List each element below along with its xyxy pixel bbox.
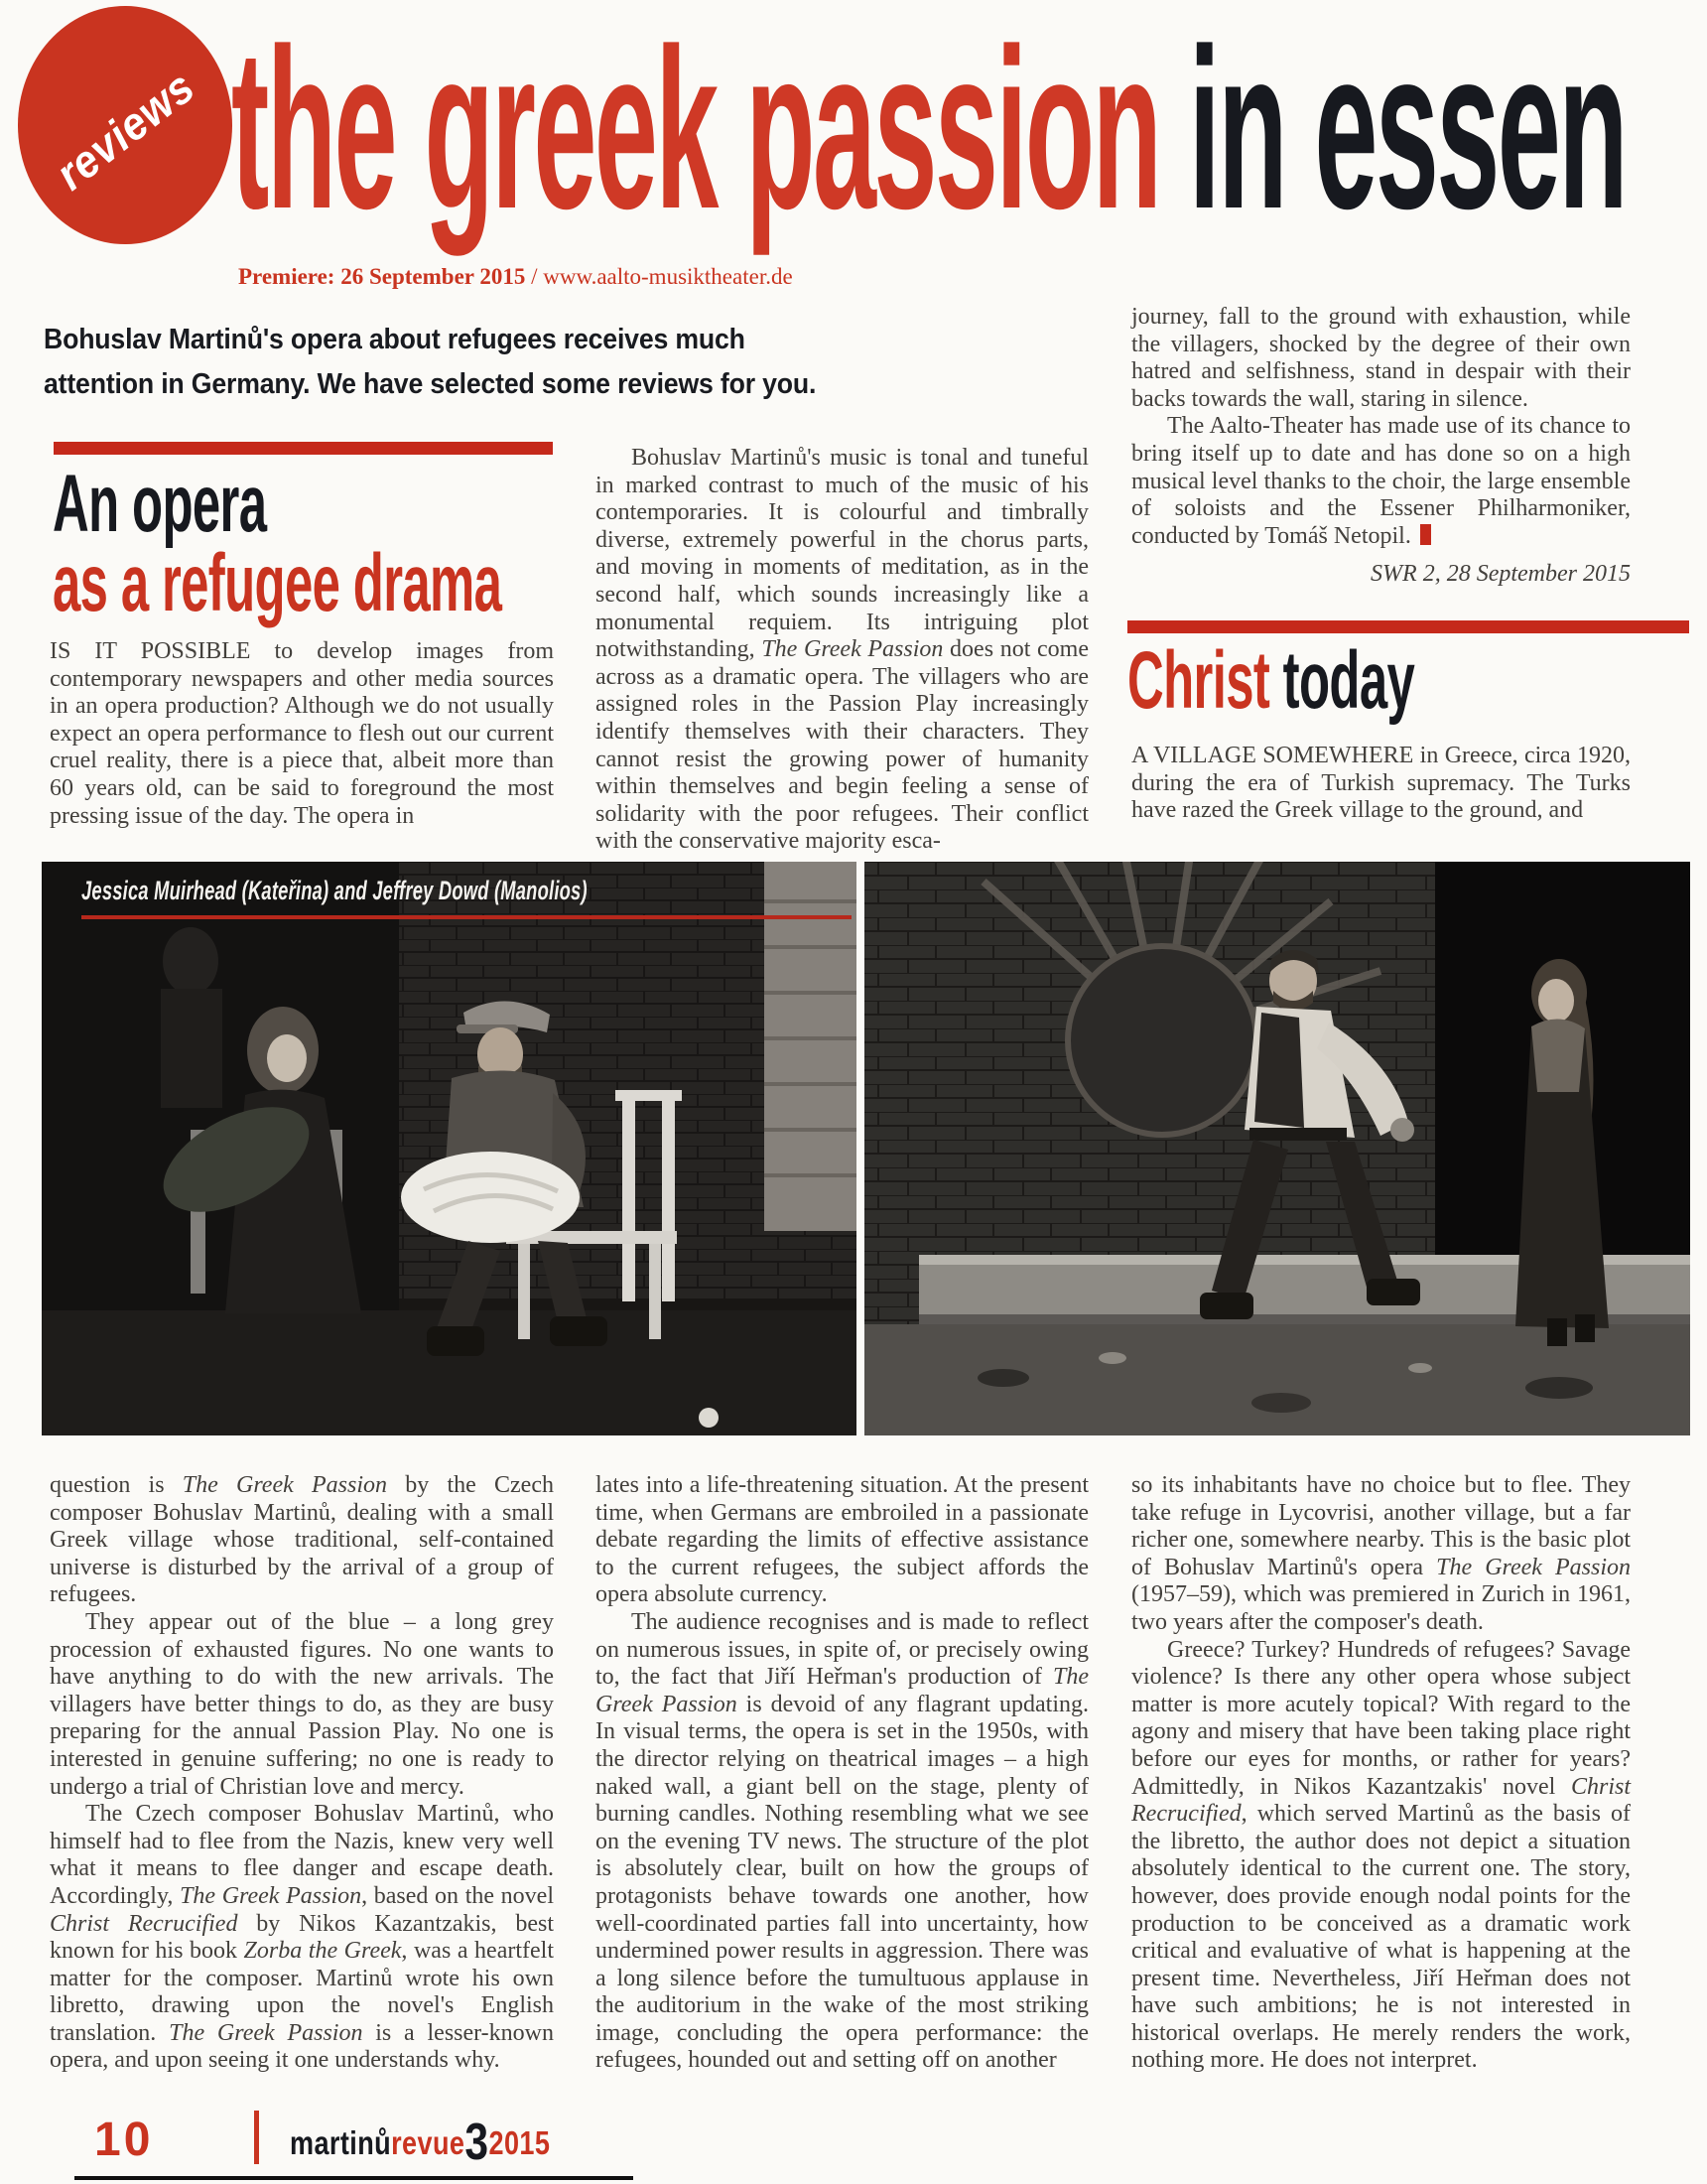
caption-rule — [81, 915, 852, 919]
intro-standfirst — [44, 318, 883, 407]
paragraph: IS IT POSSIBLE to develop images from contemporary newspapers and other media sources in an opera production? Although we do not usually expect an opera performance to flesh out our current cruel reality, there is a piece that, albeit more than 60 years old, can be said to foreground the most pressing issue of the day. The opera in — [50, 638, 554, 829]
reviews-badge — [18, 6, 232, 244]
article-end-mark — [1420, 524, 1431, 545]
column-2-bottom — [595, 1472, 1089, 2075]
paragraph: journey, fall to the ground with exhaustion, while the villagers, shocked by the degree of their own hatred and selfishness, stand in despair with their backs towards the wall, staring in silence. — [1131, 304, 1631, 412]
paragraph: so its inhabitants have no choice but to flee. They take refuge in Lycovrisi, another village, but a far richer one, somewhere nearby. This is the basic plot of Bohuslav Martinů's opera The Greek Passion (1957–59), which was premiered in Zurich in 1961, two years after the composer's death. — [1131, 1472, 1631, 1635]
stage-photo-left-illustration — [42, 862, 856, 1435]
premiere-url: www.aalto-musiktheater.de — [543, 264, 793, 289]
stage-photo-right-illustration — [864, 862, 1690, 1435]
heading-christ-today — [1127, 635, 1590, 726]
paragraph: The audience recognises and is made to reflect on numerous issues, in spite of, or precisely owing to, the fact that Jiří Heřman's production of The Greek Passion is devoid of any flagrant updating. In visual terms, the opera is set in the 1950s, with the director relying on theatrical images – a high naked wall, a giant bell on the stage, plenty of burning candles. Nothing resembling what we see on the evening TV news. The structure of the plot is absolutely clear, built on how the groups of protagonists behave towards one another, how well-coordinated parties fall into uncertainty, how undermined power results in aggression. There was a long silence before the tumultuous applause in the auditorium in the wake of the most striking image, concluding the opera performance: the refugees, hounded out and setting off on another — [595, 1608, 1089, 2074]
page-edge-mark — [74, 2176, 633, 2180]
footer-divider — [254, 2111, 259, 2164]
paragraph: The Czech composer Bohuslav Martinů, who himself had to flee from the Nazis, knew very well what it means to flee danger and escape death. Accordingly, The Greek Passion, based on the novel Christ Recrucified by Nikos Kazantzakis, best known for his book Zorba the Greek, was a heartfelt matter for the composer. Martinů wrote his own libretto, drawing upon the novel's English translation. The Greek Passion is a lesser-known opera, and upon seeing it one understands why. — [50, 1801, 554, 2074]
stage-photo-right — [864, 862, 1690, 1435]
review-attribution: SWR 2, 28 September 2015 — [1371, 561, 1631, 587]
intro-line-2: attention in Germany. We have selected some reviews for you. — [44, 368, 817, 400]
logo-issue: 3 — [464, 2114, 489, 2171]
column-1-bottom — [50, 1472, 554, 2075]
reviews-badge-label: reviews — [46, 60, 204, 201]
title-location: in essen — [1159, 1, 1627, 256]
paragraph: They appear out of the blue – a long grey procession of exhausted figures. No one wants to have anything to do with the new arrivals. The villagers have better things to do, as they are busy preparing for the annual Passion Play. No one is interested in genuine suffering; no one is ready to undergo a trial of Christian love and mercy. — [50, 1608, 554, 1800]
column-2-top — [595, 445, 1089, 856]
logo-year: 2015 — [488, 2124, 551, 2161]
heading-line-2: as a refugee drama — [53, 538, 502, 628]
paragraph: Greece? Turkey? Hundreds of refugees? Savage violence? Is there any other opera whose subject matter is more acutely topical? With regard to the agony and misery that have been taking place right before our eyes for months, or rather for years? Admittedly, in Nikos Kazantzakis' novel Christ Recrucified, which served Martinů as the basis of the libretto, the author does not depict a situation absolutely identical to the current one. The story, however, does provide enough nodal points for the production to be conceived as a dramatic work critical and evaluative of what is happening at the present time. Nevertheless, Jiří Heřman does not have such ambitions; he is not interested in historical overlaps. He merely renders the work, nothing more. He does not interpret. — [1131, 1636, 1631, 2074]
page-number: 10 — [94, 2114, 154, 2166]
premiere-separator: / — [525, 264, 544, 289]
paragraph: A VILLAGE SOMEWHERE in Greece, circa 1920, during the era of Turkish supremacy. The Turks have razed the Greek village to the ground, and — [1131, 743, 1631, 824]
column-3-top — [1131, 304, 1631, 550]
magazine-logo — [290, 2114, 551, 2171]
paragraph: lates into a life-threatening situation. At the present time, when Germans are embroiled in a passionate debate regarding the limits of effective assistance to the current refugees, the subject affords the opera absolute currency. — [595, 1472, 1089, 1608]
heading-word-today: today — [1269, 635, 1415, 726]
paragraph: question is The Greek Passion by the Czech composer Bohuslav Martinů, dealing with a small Greek village whose traditional, self-contained universe is disturbed by the arrival of a group of refugees. — [50, 1472, 554, 1608]
article-title — [231, 1, 1707, 256]
heading-word-christ: Christ — [1127, 635, 1270, 726]
premiere-line — [238, 264, 793, 290]
column-1-top — [50, 638, 554, 830]
logo-revue: revue — [391, 2124, 465, 2161]
heading-line-1: An opera — [53, 459, 267, 549]
photo-caption: Jessica Muirhead (Kateřina) and Jeffrey Dowd (Manolios) — [81, 876, 588, 905]
stage-photo-left — [42, 862, 856, 1435]
column-3-christ-intro — [1131, 743, 1631, 825]
paragraph: Bohuslav Martinů's music is tonal and tuneful in marked contrast to much of the music of his contemporaries. It is colourful and timbrally diverse, extremely powerful in the chorus parts, and moving in moments of meditation, as in the second half, which sounds increasingly like a monumental requiem. Its intriguing plot notwithstanding, The Greek Passion does not come across as a dramatic opera. The villagers who are assigned roles in the Passion Play increasingly identify themselves with their characters. They cannot resist the growing power of humanity within themselves and begin feeling a sense of solidarity with the poor refugees. Their conflict with the conservative majority esca- — [595, 445, 1089, 855]
logo-martinu: martinů — [290, 2124, 392, 2161]
premiere-date: Premiere: 26 September 2015 — [238, 264, 526, 289]
paragraph: The Aalto-Theater has made use of its chance to bring itself up to date and has done so on a high musical level thanks to the choir, the large ensemble of soloists and the Essener Philharmoniker, conducted by Tomáš Netopil. — [1131, 413, 1631, 549]
section-rule-christ-today — [1127, 620, 1689, 633]
column-3-bottom — [1131, 1472, 1631, 2075]
section-rule-refugee-drama — [54, 442, 553, 455]
intro-line-1: Bohuslav Martinů's opera about refugees receives much — [44, 324, 745, 355]
title-main: the greek passion — [231, 1, 1160, 256]
